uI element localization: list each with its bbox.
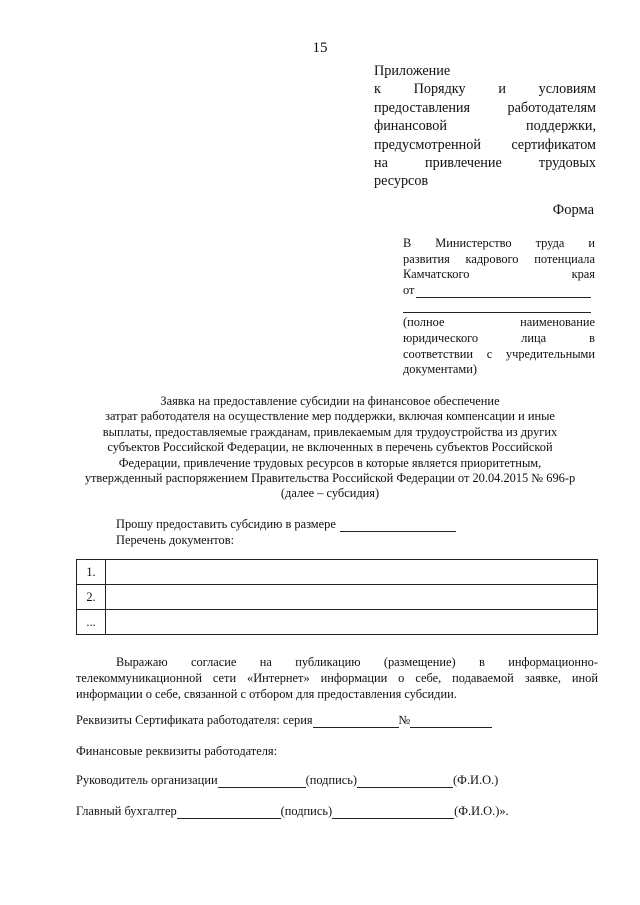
recipient-note-line: (полное наименование — [403, 315, 595, 330]
title-line: выплаты, предоставляемые гражданам, привлекаемым для трудоустройства из других — [102, 424, 558, 439]
consent-line: информации о себе, связанной с отбором для предоставления субсидии. — [76, 687, 457, 701]
documents-table — [76, 559, 598, 635]
request-block — [116, 516, 456, 548]
table-row — [77, 610, 598, 635]
application-title — [60, 394, 600, 502]
subsidy-amount-label: Прошу предоставить субсидию в размере — [116, 517, 336, 531]
consent-line: телекоммуникационной сети «Интернет» информации о себе, подаваемой заявке, иной — [76, 671, 598, 685]
title-line: субъектов Российской Федерации, не включенных в перечень субъектов Российской — [107, 440, 553, 455]
from-prefix: от — [403, 282, 415, 297]
appendix-line: Приложение — [374, 63, 451, 79]
accountant-signature-blank[interactable] — [177, 806, 281, 819]
consent-paragraph — [76, 654, 598, 702]
certificate-details-field — [76, 713, 492, 728]
form-label: Форма — [552, 202, 594, 218]
table-row — [77, 560, 598, 585]
appendix-header — [374, 62, 596, 191]
title-line: затрат работодателя на осуществление мер поддержки, включая компенсации и иные — [105, 409, 555, 424]
accountant-label: Главный бухгалтер — [76, 804, 177, 818]
title-line: утвержденный распоряжением Правительства Российской Федерации от 20.04.2015 № 696-р — [84, 471, 576, 486]
consent-line: Выражаю согласие на публикацию (размещение) в информационно- — [116, 655, 598, 669]
accountant-name-caption: (Ф.И.О.)». — [454, 804, 509, 818]
from-field[interactable] — [403, 283, 595, 299]
accountant-signature-field — [76, 804, 509, 819]
appendix-line: предусмотренной сертификатом — [374, 136, 596, 153]
certificate-number-sign: № — [398, 713, 411, 727]
head-signature-field — [76, 773, 498, 788]
recipient-block — [403, 236, 595, 378]
financial-details-label: Финансовые реквизиты работодателя: — [76, 744, 278, 758]
title-line: Федерации, привлечение трудовых ресурсов в которые является приоритетным, — [118, 455, 542, 470]
row-number: 1. — [77, 560, 106, 585]
document-cell[interactable] — [106, 560, 598, 585]
head-name-caption: (Ф.И.О.) — [453, 773, 499, 787]
recipient-line: Камчатского края — [403, 267, 595, 282]
certificate-series-blank[interactable] — [313, 715, 399, 728]
title-line: (далее – субсидия) — [280, 486, 380, 501]
documents-list-label: Перечень документов: — [116, 533, 235, 547]
head-signature-blank[interactable] — [218, 775, 306, 788]
recipient-note-line: документами) — [403, 362, 478, 377]
appendix-line: финансовой поддержки, — [374, 118, 596, 135]
appendix-line: предоставления работодателям — [374, 99, 596, 116]
recipient-note-line: соответствии с учредительными — [403, 346, 595, 361]
table-row — [77, 585, 598, 610]
head-label: Руководитель организации — [76, 773, 218, 787]
appendix-line: к Порядку и условиям — [374, 81, 596, 98]
head-name-blank[interactable] — [357, 775, 453, 788]
accountant-name-blank[interactable] — [332, 806, 454, 819]
from-blank[interactable] — [416, 284, 591, 298]
certificate-number-blank[interactable] — [410, 715, 492, 728]
document-cell[interactable] — [106, 610, 598, 635]
accountant-signature-caption: (подпись) — [280, 804, 333, 818]
recipient-note-line: юридического лица в — [403, 330, 595, 345]
certificate-label: Реквизиты Сертификата работодателя: серия — [76, 713, 313, 727]
head-signature-caption: (подпись) — [305, 773, 358, 787]
row-number: ... — [77, 610, 106, 635]
title-line: Заявка на предоставление субсидии на финансовое обеспечение — [160, 394, 500, 408]
document-cell[interactable] — [106, 585, 598, 610]
appendix-line: ресурсов — [374, 173, 429, 190]
appendix-line: на привлечение трудовых — [374, 155, 596, 172]
page-number: 15 — [312, 40, 328, 56]
subsidy-amount-field[interactable] — [116, 516, 456, 532]
recipient-line: развития кадрового потенциала — [403, 251, 595, 266]
from-blank-line-2[interactable] — [403, 298, 591, 313]
recipient-line: В Министерство труда и — [403, 236, 595, 250]
row-number: 2. — [77, 585, 106, 610]
subsidy-amount-blank[interactable] — [340, 519, 456, 532]
